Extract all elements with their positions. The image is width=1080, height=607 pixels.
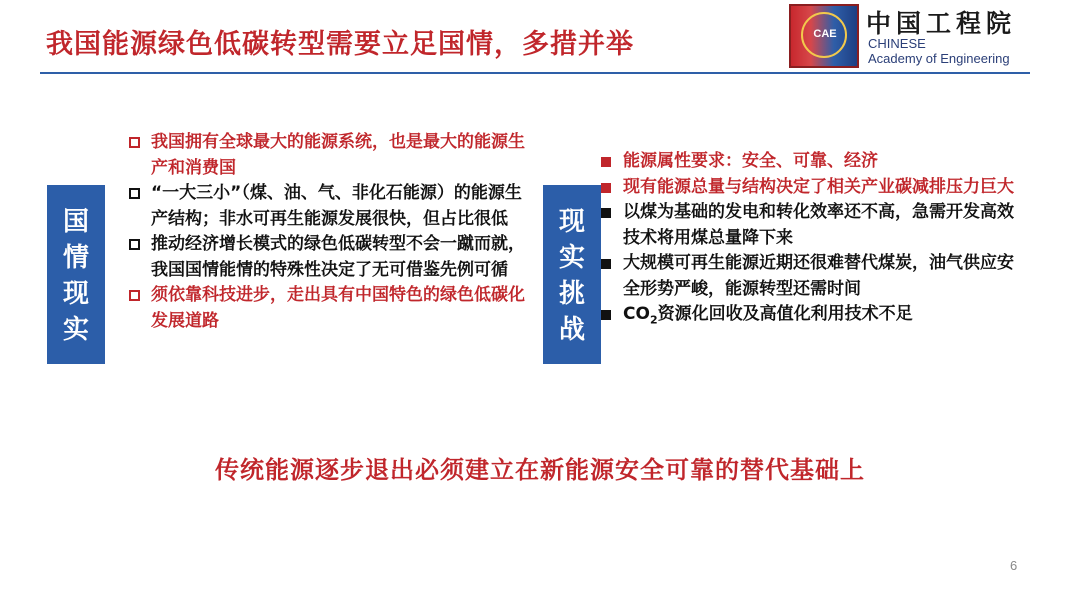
logo-name-en-line1: CHINESE (868, 36, 926, 51)
label-char: 实 (558, 243, 585, 273)
hollow-square-bullet-icon (129, 290, 140, 301)
logo-name-en-line2: Academy of Engineering (868, 51, 1010, 66)
co2-suffix: 资源化回收及高值化利用技术不足 (657, 304, 913, 324)
label-char: 情 (62, 243, 89, 273)
label-national-conditions (47, 185, 105, 364)
co2-prefix: CO (623, 304, 650, 324)
hollow-square-bullet-icon (129, 137, 140, 148)
label-char: 战 (558, 315, 585, 345)
co2-subscript: 2 (649, 313, 658, 327)
label-char: 现 (558, 207, 585, 237)
practical-challenges-list (600, 149, 1030, 333)
list-item (600, 251, 1030, 302)
label-char: 实 (62, 315, 89, 345)
list-item (128, 181, 528, 232)
label-char: 国 (62, 207, 89, 237)
cae-logo-mark (789, 4, 859, 68)
logo-name-cn: 中国工程院 (866, 9, 1017, 38)
list-item-text: 推动经济增长模式的绿色低碳转型不会一蹴而就，我国国情能情的特殊性决定了无可借鉴先例可循 (151, 234, 525, 280)
list-item (128, 283, 528, 334)
list-item-text: “一大三小”（煤、油、气、非化石能源）的能源生产结构；非水可再生能源发展很快，但占比很低 (151, 183, 522, 229)
list-item (600, 149, 1030, 175)
national-conditions-list (128, 130, 528, 334)
list-item-text: 以煤为基础的发电和转化效率还不高，急需开发高效技术将用煤总量降下来 (623, 202, 1014, 248)
title-divider (40, 72, 1030, 74)
label-char: 现 (62, 279, 89, 309)
list-item-text: 我国拥有全球最大的能源系统，也是最大的能源生产和消费国 (151, 132, 525, 178)
list-item-text: 大规模可再生能源近期还很难替代煤炭，油气供应安全形势严峻，能源转型还需时间 (623, 253, 1014, 299)
list-item (600, 302, 1030, 333)
solid-square-bullet-icon (601, 259, 611, 269)
label-practical-challenges (543, 185, 601, 364)
list-item (128, 232, 528, 283)
list-item (128, 130, 528, 181)
list-item-text: 须依靠科技进步，走出具有中国特色的绿色低碳化发展道路 (151, 285, 525, 331)
solid-square-bullet-icon (601, 157, 611, 167)
label-char: 挑 (558, 279, 585, 309)
list-item (600, 175, 1030, 201)
solid-square-bullet-icon (601, 183, 611, 193)
logo-mark-text: CAE (813, 28, 837, 40)
solid-square-bullet-icon (601, 208, 611, 218)
slide-title: 我国能源绿色低碳转型需要立足国情，多措并举 (46, 29, 634, 60)
list-item-text (623, 304, 913, 327)
hollow-square-bullet-icon (129, 188, 140, 199)
list-item-text: 能源属性要求：安全、可靠、经济 (623, 151, 878, 171)
list-item (600, 200, 1030, 251)
list-item-text: 现有能源总量与结构决定了相关产业碳减排压力巨大 (623, 176, 1014, 197)
hollow-square-bullet-icon (129, 239, 140, 250)
page-number: 6 (1010, 558, 1018, 573)
conclusion-statement: 传统能源逐步退出必须建立在新能源安全可靠的替代基础上 (215, 456, 865, 484)
solid-square-bullet-icon (601, 310, 611, 320)
